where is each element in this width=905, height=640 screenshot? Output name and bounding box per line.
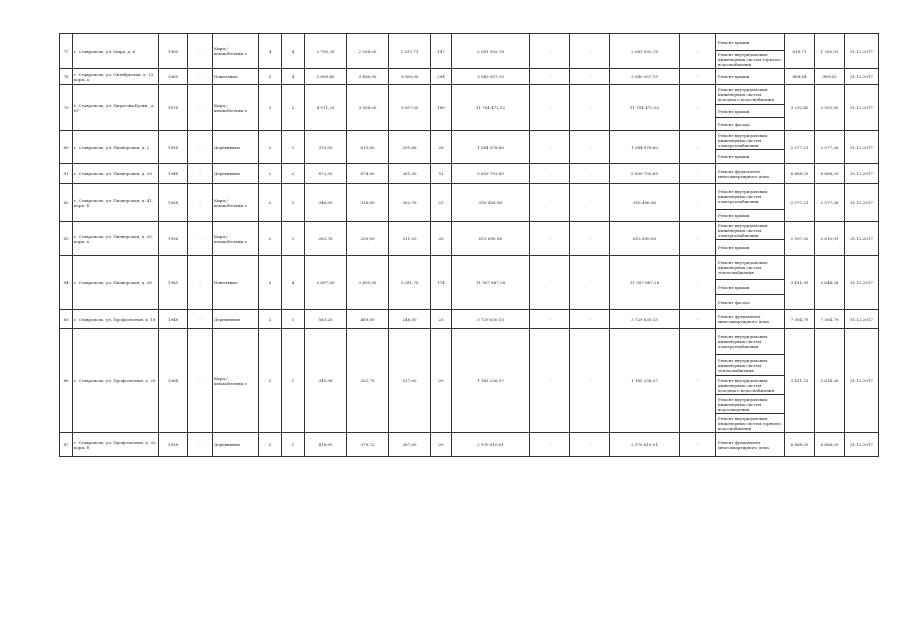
fund-regional-cell: - [570, 222, 610, 256]
work-type-cell: Ремонт внутридомовых инженерных систем электроснабжения [716, 222, 785, 240]
area-residential-cell: 291,66 [389, 131, 431, 164]
area-living-cell: 2 554,00 [347, 34, 389, 69]
floors-cell: 2 [259, 131, 282, 164]
blank-cell: - [188, 85, 213, 131]
wall-material-cell: Кирп./ шлакоблочны е [213, 34, 259, 69]
area-living-cell: 316,85 [347, 184, 389, 222]
fund-regional-cell: - [570, 85, 610, 131]
blank-cell: - [188, 222, 213, 256]
fund-other-cell: - [680, 85, 716, 131]
residents-cell: 180 [431, 85, 452, 131]
table-row [60, 164, 879, 184]
fund-regional-cell: - [570, 131, 610, 164]
area-total-cell: 418,90 [305, 433, 347, 457]
entrances-cell: 1 [282, 131, 305, 164]
fund-regional-cell: - [570, 256, 610, 310]
area-residential-cell: 1 937,71 [389, 34, 431, 69]
area-residential-cell: 317,60 [389, 329, 431, 433]
wall-material-cell: Деревянные [213, 164, 259, 184]
fund-owners-cell: 615 690,08 [610, 222, 680, 256]
floors-cell: 2 [259, 329, 282, 433]
fund-federal-cell: - [530, 34, 570, 69]
work-type-cell: Ремонт фундамента многоквартирного дома [716, 310, 785, 329]
area-living-cell: 379,72 [347, 433, 389, 457]
area-residential-cell: 3 089,00 [389, 69, 431, 85]
fund-federal-cell: - [530, 85, 570, 131]
work-type-cell: Ремонт внутридомовых инженерных систем электроснабжения [716, 184, 785, 210]
address-cell: г. Ставрополь, ул. Мира, д. 6 [73, 34, 159, 69]
area-total-cell: 2 793,30 [305, 34, 347, 69]
limit-cost-cell: 7 304,79 [815, 310, 845, 329]
residents-cell: 174 [431, 256, 452, 310]
cost-total-cell: 11 704 472,92 [452, 85, 530, 131]
wall-material-cell: Деревянные [213, 433, 259, 457]
entrances-cell: 1 [282, 222, 305, 256]
area-residential-cell: 302,76 [389, 184, 431, 222]
area-total-cell: 563,20 [305, 310, 347, 329]
wall-material-cell: Кирп./ шлакоблочны е [213, 85, 259, 131]
fund-other-cell: - [680, 164, 716, 184]
unit-cost-cell: 2 577,21 [785, 131, 815, 164]
floors-cell: 2 [259, 222, 282, 256]
address-cell: г. Ставрополь, ул. Пионерская, д. 41, корп. б [73, 184, 159, 222]
unit-cost-cell: 2 597,20 [785, 222, 815, 256]
completion-date-cell: 31.12.2017 [845, 433, 879, 457]
fund-regional-cell: - [570, 69, 610, 85]
fund-regional-cell: - [570, 310, 610, 329]
residents-cell: 20 [431, 433, 452, 457]
completion-date-cell: 31.12.2017 [845, 85, 879, 131]
area-living-cell: 3 406,00 [347, 69, 389, 85]
wall-material-cell: Деревянные [213, 310, 259, 329]
area-living-cell: 3 554,00 [347, 85, 389, 131]
blank-cell: - [188, 310, 213, 329]
row-number: 85 [60, 310, 73, 329]
work-type-cell: Ремонт внутридомовых инженерных систем электроснабжения [716, 329, 785, 355]
work-type-cell: Ремонт внутридомовых инженерных систем водоотведения [716, 395, 785, 414]
unit-cost-cell: 818,71 [785, 34, 815, 69]
fund-owners-cell: 3 040 957,15 [610, 69, 680, 85]
floors-cell: 5 [259, 256, 282, 310]
blank-cell: - [188, 34, 213, 69]
work-type-cell: Ремонт крыши [716, 240, 785, 256]
fund-owners-cell: 5 839 793,65 [610, 164, 680, 184]
fund-federal-cell: - [530, 433, 570, 457]
work-type-cell: Ремонт крыши [716, 105, 785, 118]
floors-cell: 5 [259, 69, 282, 85]
work-type-cell: Ремонт внутридомовых инженерных систем холодного водоснабжения [716, 376, 785, 395]
blank-cell: - [188, 329, 213, 433]
fund-owners-cell: 3 729 630,15 [610, 310, 680, 329]
floors-cell: 4 [259, 34, 282, 69]
entrances-cell: 4 [282, 69, 305, 85]
entrances-cell: 2 [282, 85, 305, 131]
year-cell: 1965 [159, 256, 188, 310]
blank-cell: - [188, 164, 213, 184]
row-number: 84 [60, 256, 73, 310]
fund-federal-cell: - [530, 329, 570, 433]
row-number: 87 [60, 433, 73, 457]
fund-owners-cell: 1 165 256,37 [610, 329, 680, 433]
table-row [60, 310, 879, 329]
limit-cost-cell: 3 615,91 [815, 222, 845, 256]
blank-cell: - [188, 256, 213, 310]
fund-other-cell: - [680, 131, 716, 164]
area-residential-cell: 281,30 [389, 164, 431, 184]
cost-total-cell: 11 957 887,28 [452, 256, 530, 310]
year-cell: 1900 [159, 34, 188, 69]
limit-cost-cell: 6 668,29 [815, 164, 845, 184]
blank-cell: - [188, 433, 213, 457]
residents-cell: 20 [431, 222, 452, 256]
entrances-cell: 4 [282, 256, 305, 310]
fund-regional-cell: - [570, 329, 610, 433]
fund-owners-cell: 11 704 472,92 [610, 85, 680, 131]
repair-program-table [59, 33, 879, 457]
limit-cost-cell: 2 577,26 [815, 131, 845, 164]
row-number: 79 [60, 85, 73, 131]
fund-regional-cell: - [570, 34, 610, 69]
address-cell: г. Ставрополь, ул. Пионерская, д. 2 [73, 131, 159, 164]
year-cell: 1948 [159, 164, 188, 184]
fund-federal-cell: - [530, 131, 570, 164]
blank-cell: - [188, 184, 213, 222]
table-row [60, 329, 879, 355]
table-row [60, 131, 879, 150]
work-type-cell: Ремонт крыши [716, 210, 785, 222]
work-type-cell: Ремонт внутридомовых инженерных систем холодного водоснабжения [716, 85, 785, 105]
cost-total-cell: 615 690,08 [452, 222, 530, 256]
area-residential-cell: 287,00 [389, 433, 431, 457]
year-cell: 1958 [159, 433, 188, 457]
address-cell: г. Ставрополь, ул. Пионерская, д. 38 [73, 256, 159, 310]
completion-date-cell: 31.12.2017 [845, 256, 879, 310]
year-cell: 1958 [159, 131, 188, 164]
area-total-cell: 345,96 [305, 329, 347, 433]
row-number: 77 [60, 34, 73, 69]
fund-owners-cell: 11 957 887,28 [610, 256, 680, 310]
address-cell: г. Ставрополь, ул. Пирогова/Бульв., д. 67 [73, 85, 159, 131]
completion-date-cell: 31.12.2017 [845, 329, 879, 433]
cost-total-cell: 1 165 256,37 [452, 329, 530, 433]
row-number: 82 [60, 184, 73, 222]
residents-cell: 51 [431, 164, 452, 184]
area-residential-cell: 246,50 [389, 310, 431, 329]
floors-cell: 2 [259, 184, 282, 222]
limit-cost-cell: 3 644,28 [815, 256, 845, 310]
fund-federal-cell: - [530, 256, 570, 310]
wall-material-cell: Кирп./ шлакоблочны е [213, 329, 259, 433]
fund-owners-cell: 2 570 810,01 [610, 433, 680, 457]
table-row [60, 184, 879, 210]
residents-cell: 23 [431, 184, 452, 222]
table-row [60, 222, 879, 240]
cost-total-cell: 3 040 957,15 [452, 69, 530, 85]
address-cell: г. Ставрополь, ул. Пионерская, д. 35, корп. а [73, 222, 159, 256]
fund-regional-cell: - [570, 433, 610, 457]
fund-owners-cell: 2 081 092,78 [610, 34, 680, 69]
fund-regional-cell: - [570, 184, 610, 222]
fund-other-cell: - [680, 433, 716, 457]
table-body [60, 34, 879, 457]
area-living-cell: 489,00 [347, 310, 389, 329]
table-row [60, 34, 879, 51]
area-total-cell: 370,00 [305, 131, 347, 164]
unit-cost-cell: 6 668,29 [785, 164, 815, 184]
unit-cost-cell: 3 411,99 [785, 256, 815, 310]
area-residential-cell: 3 057,00 [389, 85, 431, 131]
work-type-cell: Ремонт крыши [716, 280, 785, 295]
work-type-cell: Ремонт фасада [716, 295, 785, 310]
completion-date-cell: 31.12.2017 [845, 184, 879, 222]
area-living-cell: 874,90 [347, 164, 389, 184]
entrances-cell: 1 [282, 329, 305, 433]
fund-other-cell: - [680, 184, 716, 222]
work-type-cell: Ремонт внутридомовых инженерных систем горячего водоснабжения [716, 414, 785, 433]
wall-material-cell: Кирп./ шлакоблочны е [213, 184, 259, 222]
work-type-cell: Ремонт фундамента многоквартирного дома [716, 164, 785, 184]
completion-date-cell: 31.12.2017 [845, 131, 879, 164]
residents-cell: 20 [431, 329, 452, 433]
wall-material-cell: Деревянные [213, 131, 259, 164]
area-living-cell: 250,00 [347, 222, 389, 256]
fund-regional-cell: - [570, 164, 610, 184]
work-type-cell: Ремонт внутридомовых инженерных систем электроснабжения [716, 131, 785, 150]
area-total-cell: 3 898,40 [305, 69, 347, 85]
address-cell: г. Ставрополь, ул. Профсоюзная, д. 31, корп. б [73, 433, 159, 457]
work-type-cell: Ремонт внутридомовых инженерных систем горячего водоснабжения [716, 51, 785, 69]
work-type-cell: Ремонт внутридомовых инженерных систем теплоснабжения [716, 256, 785, 280]
floors-cell: 2 [259, 433, 282, 457]
area-total-cell: 4 071,25 [305, 85, 347, 131]
unit-cost-cell: 2 577,21 [785, 184, 815, 222]
table-row [60, 85, 879, 105]
limit-cost-cell: 2 577,26 [815, 184, 845, 222]
area-total-cell: 263,76 [305, 222, 347, 256]
limit-cost-cell: 3 614,26 [815, 329, 845, 433]
entrances-cell: 1 [282, 184, 305, 222]
cost-total-cell: 5 839 793,65 [452, 164, 530, 184]
work-type-cell: Ремонт крыши [716, 69, 785, 85]
limit-cost-cell: 6 668,29 [815, 433, 845, 457]
row-number: 80 [60, 131, 73, 164]
year-cell: 1965 [159, 69, 188, 85]
year-cell: 1958 [159, 184, 188, 222]
unit-cost-cell: 7 304,79 [785, 310, 815, 329]
fund-other-cell: - [680, 69, 716, 85]
entrances-cell: 4 [282, 34, 305, 69]
completion-date-cell: 31.12.2017 [845, 310, 879, 329]
area-residential-cell: 311,20 [389, 222, 431, 256]
wall-material-cell: Панельные [213, 256, 259, 310]
residents-cell: 23 [431, 310, 452, 329]
fund-other-cell: - [680, 329, 716, 433]
table-row [60, 69, 879, 85]
row-number: 86 [60, 329, 73, 433]
work-type-cell: Ремонт фундамента многоквартирного дома [716, 433, 785, 457]
work-type-cell: Ремонт фасада [716, 118, 785, 131]
fund-other-cell: - [680, 256, 716, 310]
area-total-cell: 346,90 [305, 184, 347, 222]
year-cell: 1964 [159, 329, 188, 433]
floors-cell: 2 [259, 310, 282, 329]
work-type-cell: Ремонт крыши [716, 150, 785, 164]
address-cell: г. Ставрополь, ул. Пионерская, д. 39 [73, 164, 159, 184]
fund-federal-cell: - [530, 69, 570, 85]
wall-material-cell: Кирп./ шлакоблочны е [213, 222, 259, 256]
entrances-cell: 1 [282, 310, 305, 329]
row-number: 81 [60, 164, 73, 184]
unit-cost-cell: 868,64 [785, 69, 815, 85]
year-cell: 1956 [159, 222, 188, 256]
completion-date-cell: 31.12.2017 [845, 69, 879, 85]
blank-cell: - [188, 69, 213, 85]
unit-cost-cell: 3 292,40 [785, 85, 815, 131]
row-number: 83 [60, 222, 73, 256]
residents-cell: 28 [431, 131, 452, 164]
area-total-cell: 3 897,00 [305, 256, 347, 310]
limit-cost-cell: 989,63 [815, 69, 845, 85]
fund-owners-cell: 916 456,96 [610, 184, 680, 222]
address-cell: г. Ставрополь, ул. Профсоюзная, д. 18 [73, 310, 159, 329]
fund-other-cell: - [680, 34, 716, 69]
cost-total-cell: 1 584 978,60 [452, 131, 530, 164]
work-type-cell: Ремонт крыши [716, 34, 785, 51]
area-residential-cell: 3 281,70 [389, 256, 431, 310]
work-type-cell: Ремонт внутридомовых инженерных систем теплоснабжения [716, 355, 785, 376]
table-row [60, 433, 879, 457]
cost-total-cell: 3 729 630,15 [452, 310, 530, 329]
area-total-cell: 872,90 [305, 164, 347, 184]
residents-cell: 204 [431, 69, 452, 85]
table-row [60, 256, 879, 280]
completion-date-cell: 31.12.2017 [845, 34, 879, 69]
cost-total-cell: 916 456,96 [452, 184, 530, 222]
address-cell: г. Ставрополь, ул. Октябрьская, д. 15, корп. а [73, 69, 159, 85]
wall-material-cell: Панельные [213, 69, 259, 85]
fund-federal-cell: - [530, 184, 570, 222]
entrances-cell: 1 [282, 433, 305, 457]
fund-other-cell: - [680, 310, 716, 329]
area-living-cell: 615,00 [347, 131, 389, 164]
cost-total-cell: 2 570 810,01 [452, 433, 530, 457]
completion-date-cell: 31.12.2017 [845, 164, 879, 184]
completion-date-cell: 31.12.2017 [845, 222, 879, 256]
fund-federal-cell: - [530, 222, 570, 256]
year-cell: 1948 [159, 310, 188, 329]
limit-cost-cell: 1 280,51 [815, 34, 845, 69]
blank-cell: - [188, 131, 213, 164]
residents-cell: 147 [431, 34, 452, 69]
floors-cell: 2 [259, 164, 282, 184]
fund-federal-cell: - [530, 164, 570, 184]
area-living-cell: 332,70 [347, 329, 389, 433]
fund-federal-cell: - [530, 310, 570, 329]
unit-cost-cell: 6 668,29 [785, 433, 815, 457]
limit-cost-cell: 3 593,50 [815, 85, 845, 131]
entrances-cell: 2 [282, 164, 305, 184]
floors-cell: 5 [259, 85, 282, 131]
cost-total-cell: 2 081 092,78 [452, 34, 530, 69]
row-number: 78 [60, 69, 73, 85]
fund-other-cell: - [680, 222, 716, 256]
address-cell: г. Ставрополь, ул. Профсоюзная, д. 29 [73, 329, 159, 433]
year-cell: 1878 [159, 85, 188, 131]
fund-owners-cell: 1 584 978,60 [610, 131, 680, 164]
unit-cost-cell: 3 411,25 [785, 329, 815, 433]
area-living-cell: 3 405,00 [347, 256, 389, 310]
